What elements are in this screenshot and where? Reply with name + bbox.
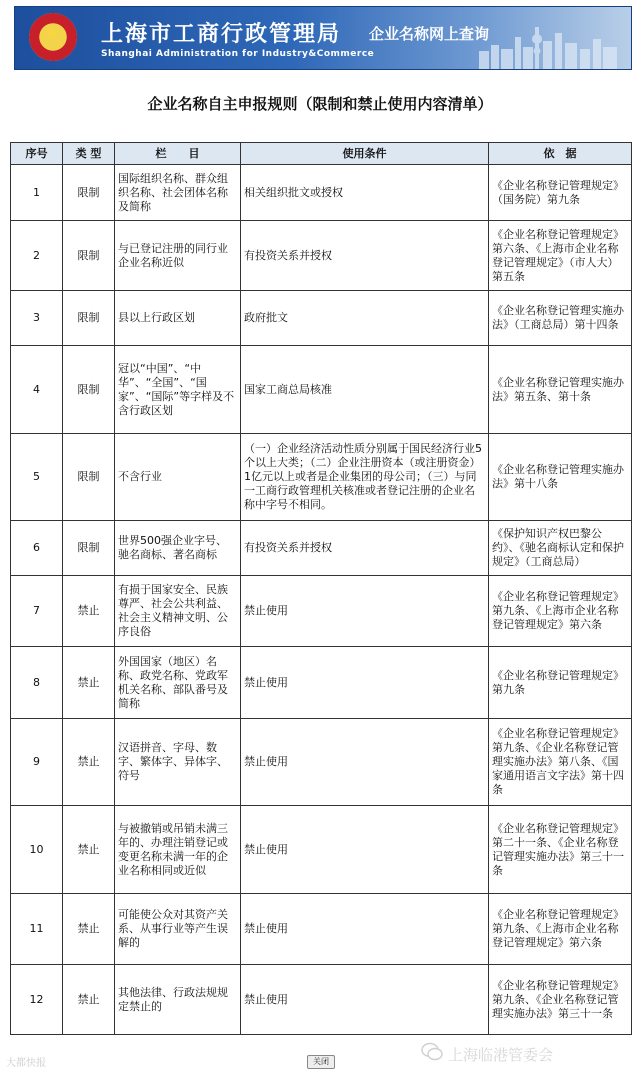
cell-number: 12 xyxy=(11,965,63,1035)
table-row xyxy=(11,221,632,291)
cell-number: 9 xyxy=(11,719,63,806)
cell-item: 国际组织名称、群众组织名称、社会团体名称及简称 xyxy=(115,165,241,221)
table-row xyxy=(11,965,632,1035)
cell-basis: 《企业名称登记管理规定》第六条、《上海市企业名称登记管理规定》（市人大）第五条 xyxy=(489,221,632,291)
cell-basis: 《企业名称登记管理规定》（国务院）第九条 xyxy=(489,165,632,221)
table-row xyxy=(11,165,632,221)
document-title: 企业名称自主申报规则（限制和禁止使用内容清单） xyxy=(147,95,493,113)
cell-item: 汉语拼音、字母、数字、繁体字、异体字、符号 xyxy=(115,719,241,806)
cell-basis: 《企业名称登记管理规定》第九条 xyxy=(489,647,632,719)
watermark-right: 上海临港管委会 xyxy=(448,1046,554,1064)
cell-item: 与被撤销或吊销未满三年的、办理注销登记或变更名称未满一年的企业名称相同或近似 xyxy=(115,806,241,894)
cell-item: 与已登记注册的同行业企业名称近似 xyxy=(115,221,241,291)
cell-number: 3 xyxy=(11,291,63,346)
cell-condition: 禁止使用 xyxy=(241,965,489,1035)
watermark-left: 大都快报 xyxy=(6,1058,46,1069)
cell-basis: 《保护知识产权巴黎公约》、《驰名商标认定和保护规定》（工商总局） xyxy=(489,521,632,576)
cell-number: 8 xyxy=(11,647,63,719)
table-row xyxy=(11,647,632,719)
cell-number: 4 xyxy=(11,346,63,434)
table-row xyxy=(11,894,632,965)
cell-number: 10 xyxy=(11,806,63,894)
cell-condition: （一）企业经济活动性质分别属于国民经济行业5个以上大类；（二）企业注册资本（或注册资金）1亿元以上或者是企业集团的母公司；（三）与同一工商行政管理机关核准或者登记注册的企业名称中字号不相同。 xyxy=(241,434,489,521)
cell-condition: 禁止使用 xyxy=(241,894,489,965)
agency-subtitle: Shanghai Administration for Industry&Commerce xyxy=(101,49,375,59)
cell-condition: 禁止使用 xyxy=(241,576,489,647)
cell-item: 外国国家（地区）名称、政党名称、党政军机关名称、部队番号及简称 xyxy=(115,647,241,719)
cell-number: 7 xyxy=(11,576,63,647)
cell-basis: 《企业名称登记管理规定》第九条、《企业名称登记管理实施办法》第八条、《国家通用语言文字法》第十四条 xyxy=(489,719,632,806)
cell-type: 限制 xyxy=(63,346,115,434)
cell-item: 世界500强企业字号、驰名商标、著名商标 xyxy=(115,521,241,576)
col-header-condition: 使用条件 xyxy=(241,143,489,165)
cell-type: 禁止 xyxy=(63,576,115,647)
table-header-row xyxy=(11,143,632,165)
cell-type: 禁止 xyxy=(63,894,115,965)
cell-item: 可能使公众对其资产关系、从事行业等产生误解的 xyxy=(115,894,241,965)
cell-type: 限制 xyxy=(63,434,115,521)
cell-item: 不含行业 xyxy=(115,434,241,521)
cell-basis: 《企业名称登记管理规定》第九条、《企业名称登记管理实施办法》第三十一条 xyxy=(489,965,632,1035)
table-row xyxy=(11,806,632,894)
cell-type: 禁止 xyxy=(63,647,115,719)
cell-item: 有损于国家安全、民族尊严、社会公共利益、社会主义精神文明、公序良俗 xyxy=(115,576,241,647)
cell-number: 5 xyxy=(11,434,63,521)
close-button[interactable]: 关闭 xyxy=(307,1055,335,1069)
table-row xyxy=(11,291,632,346)
cell-condition: 有投资关系并授权 xyxy=(241,521,489,576)
col-header-number: 序号 xyxy=(11,143,63,165)
cell-number: 1 xyxy=(11,165,63,221)
cell-condition: 禁止使用 xyxy=(241,806,489,894)
table-row xyxy=(11,719,632,806)
cell-type: 限制 xyxy=(63,165,115,221)
cell-number: 2 xyxy=(11,221,63,291)
cell-type: 禁止 xyxy=(63,719,115,806)
table-row xyxy=(11,521,632,576)
cell-basis: 《企业名称登记管理规定》第二十一条、《企业名称登记管理实施办法》第三十一条 xyxy=(489,806,632,894)
cell-basis: 《企业名称登记管理实施办法》第十八条 xyxy=(489,434,632,521)
cell-item: 其他法律、行政法规规定禁止的 xyxy=(115,965,241,1035)
cell-type: 禁止 xyxy=(63,806,115,894)
city-skyline-icon xyxy=(475,19,625,69)
cell-condition: 禁止使用 xyxy=(241,719,489,806)
rules-table xyxy=(10,142,632,1035)
cell-number: 6 xyxy=(11,521,63,576)
col-header-basis: 依 据 xyxy=(489,143,632,165)
cell-basis: 《企业名称登记管理实施办法》（工商总局）第十四条 xyxy=(489,291,632,346)
cell-basis: 《企业名称登记管理实施办法》第五条、第十条 xyxy=(489,346,632,434)
cell-type: 限制 xyxy=(63,221,115,291)
cell-condition: 禁止使用 xyxy=(241,647,489,719)
cell-type: 限制 xyxy=(63,291,115,346)
col-header-item: 栏 目 xyxy=(115,143,241,165)
agency-title: 上海市工商行政管理局 xyxy=(101,22,342,47)
table-row xyxy=(11,434,632,521)
cell-item: 冠以“中国”、“中华”、“全国”、“国家”、“国际”等字样及不含行政区划 xyxy=(115,346,241,434)
col-header-type: 类 型 xyxy=(63,143,115,165)
cell-item: 县以上行政区划 xyxy=(115,291,241,346)
cell-basis: 《企业名称登记管理规定》第九条、《上海市企业名称登记管理规定》第六条 xyxy=(489,576,632,647)
table-row xyxy=(11,576,632,647)
national-emblem-icon: ★ xyxy=(29,13,77,61)
cell-condition: 有投资关系并授权 xyxy=(241,221,489,291)
table-row xyxy=(11,346,632,434)
cell-type: 限制 xyxy=(63,521,115,576)
cell-basis: 《企业名称登记管理规定》第九条、《上海市企业名称登记管理规定》第六条 xyxy=(489,894,632,965)
cell-condition: 国家工商总局核准 xyxy=(241,346,489,434)
wechat-icon xyxy=(421,1042,443,1062)
cell-type: 禁止 xyxy=(63,965,115,1035)
site-section-title: 企业名称网上查询 xyxy=(369,25,490,43)
cell-condition: 政府批文 xyxy=(241,291,489,346)
cell-number: 11 xyxy=(11,894,63,965)
page-footer xyxy=(0,1048,640,1081)
header-banner xyxy=(14,6,632,70)
cell-condition: 相关组织批文或授权 xyxy=(241,165,489,221)
